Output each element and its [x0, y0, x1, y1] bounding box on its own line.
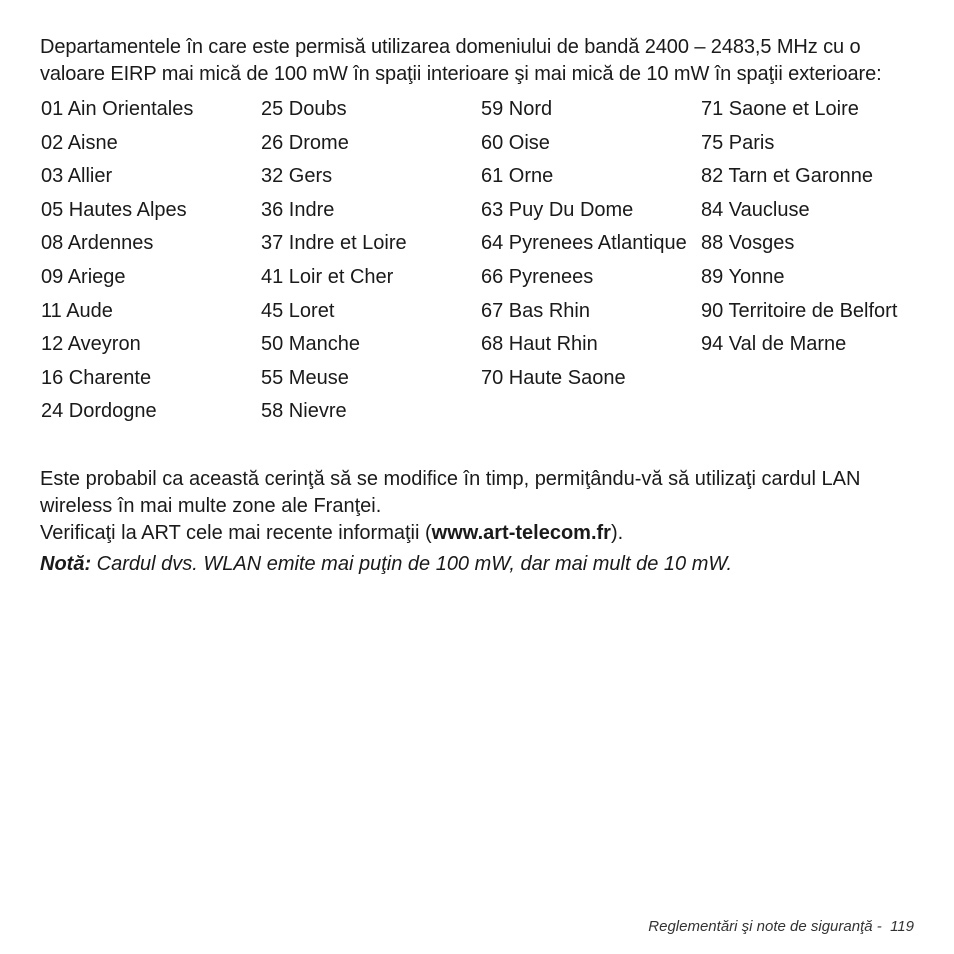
page-number: 119 [890, 918, 914, 935]
department-item: 68 Haut Rhin [481, 333, 598, 356]
department-item: 58 Nievre [261, 400, 347, 423]
department-item: 71 Saone et Loire [701, 98, 859, 120]
department-item: 01 Ain Orientales [41, 98, 194, 120]
department-item: 08 Ardennes [41, 232, 154, 255]
department-item: 41 Loir et Cher [261, 265, 394, 288]
footer-section-title: Reglementări şi note de siguranţă - [648, 918, 891, 935]
department-item: 16 Charente [41, 366, 152, 389]
department-item: 89 Yonne [701, 265, 785, 288]
art-telecom-link[interactable]: www.art-telecom.fr [431, 521, 611, 544]
department-item: 67 Bas Rhin [481, 299, 590, 322]
department-item: 64 Pyrenees Atlantique [481, 232, 687, 255]
verify-paragraph [40, 520, 920, 547]
department-item: 61 Orne [481, 165, 554, 188]
department-column-2 [260, 96, 480, 432]
department-item: 37 Indre et Loire [261, 232, 407, 255]
outro-paragraph: Este probabil ca această cerinţă să se modifice în timp, permiţându-vă să utilizaţi cardul LAN wireless în mai multe zone ale Franţei. [40, 467, 861, 517]
department-item: 60 Oise [481, 131, 550, 154]
page-footer [648, 918, 914, 935]
department-column-3 [480, 96, 700, 432]
department-column-1 [40, 96, 260, 432]
note-text: Cardul dvs. WLAN emite mai puţin de 100 mW, dar mai mult de 10 mW. [91, 552, 733, 575]
department-item: 05 Hautes Alpes [41, 198, 187, 221]
intro-paragraph: Departamentele în care este permisă utilizarea domeniului de bandă 2400 – 2483,5 MHz cu o valoare EIRP mai mică de 100 mW în spaţii interioare şi mai mică de 10 mW în spaţii exterioare: [40, 36, 882, 85]
note-label: Notă: [40, 552, 92, 575]
department-item: 32 Gers [261, 165, 333, 188]
department-item: 88 Vosges [701, 232, 795, 255]
department-item: 66 Pyrenees [481, 265, 594, 288]
department-column-4 [700, 96, 920, 432]
page-content [40, 34, 920, 578]
department-item: 36 Indre [261, 198, 335, 221]
department-item: 24 Dordogne [41, 400, 157, 423]
department-item: 09 Ariege [41, 265, 126, 288]
department-item: 82 Tarn et Garonne [701, 165, 873, 188]
department-item: 02 Aisne [41, 131, 118, 154]
department-item: 50 Manche [261, 333, 360, 356]
department-item: 94 Val de Marne [701, 333, 847, 356]
note-paragraph [40, 551, 920, 578]
department-item: 03 Allier [41, 165, 113, 188]
department-item: 25 Doubs [261, 98, 347, 120]
department-item: 45 Loret [261, 299, 335, 322]
department-item: 70 Haute Saone [481, 366, 626, 389]
department-item: 11 Aude [41, 299, 113, 322]
department-item: 12 Aveyron [41, 333, 141, 356]
department-item: 59 Nord [481, 98, 553, 120]
department-item: 90 Territoire de Belfort [701, 299, 898, 322]
department-item: 26 Drome [261, 131, 349, 154]
department-item: 55 Meuse [261, 366, 349, 389]
department-item: 84 Vaucluse [701, 198, 810, 221]
verify-suffix: ). [610, 521, 624, 544]
department-list [40, 96, 920, 432]
department-item: 63 Puy Du Dome [481, 198, 634, 221]
department-item: 75 Paris [701, 131, 775, 154]
verify-prefix: Verificaţi la ART cele mai recente informaţii ( [40, 521, 432, 544]
outro-section [40, 466, 920, 547]
